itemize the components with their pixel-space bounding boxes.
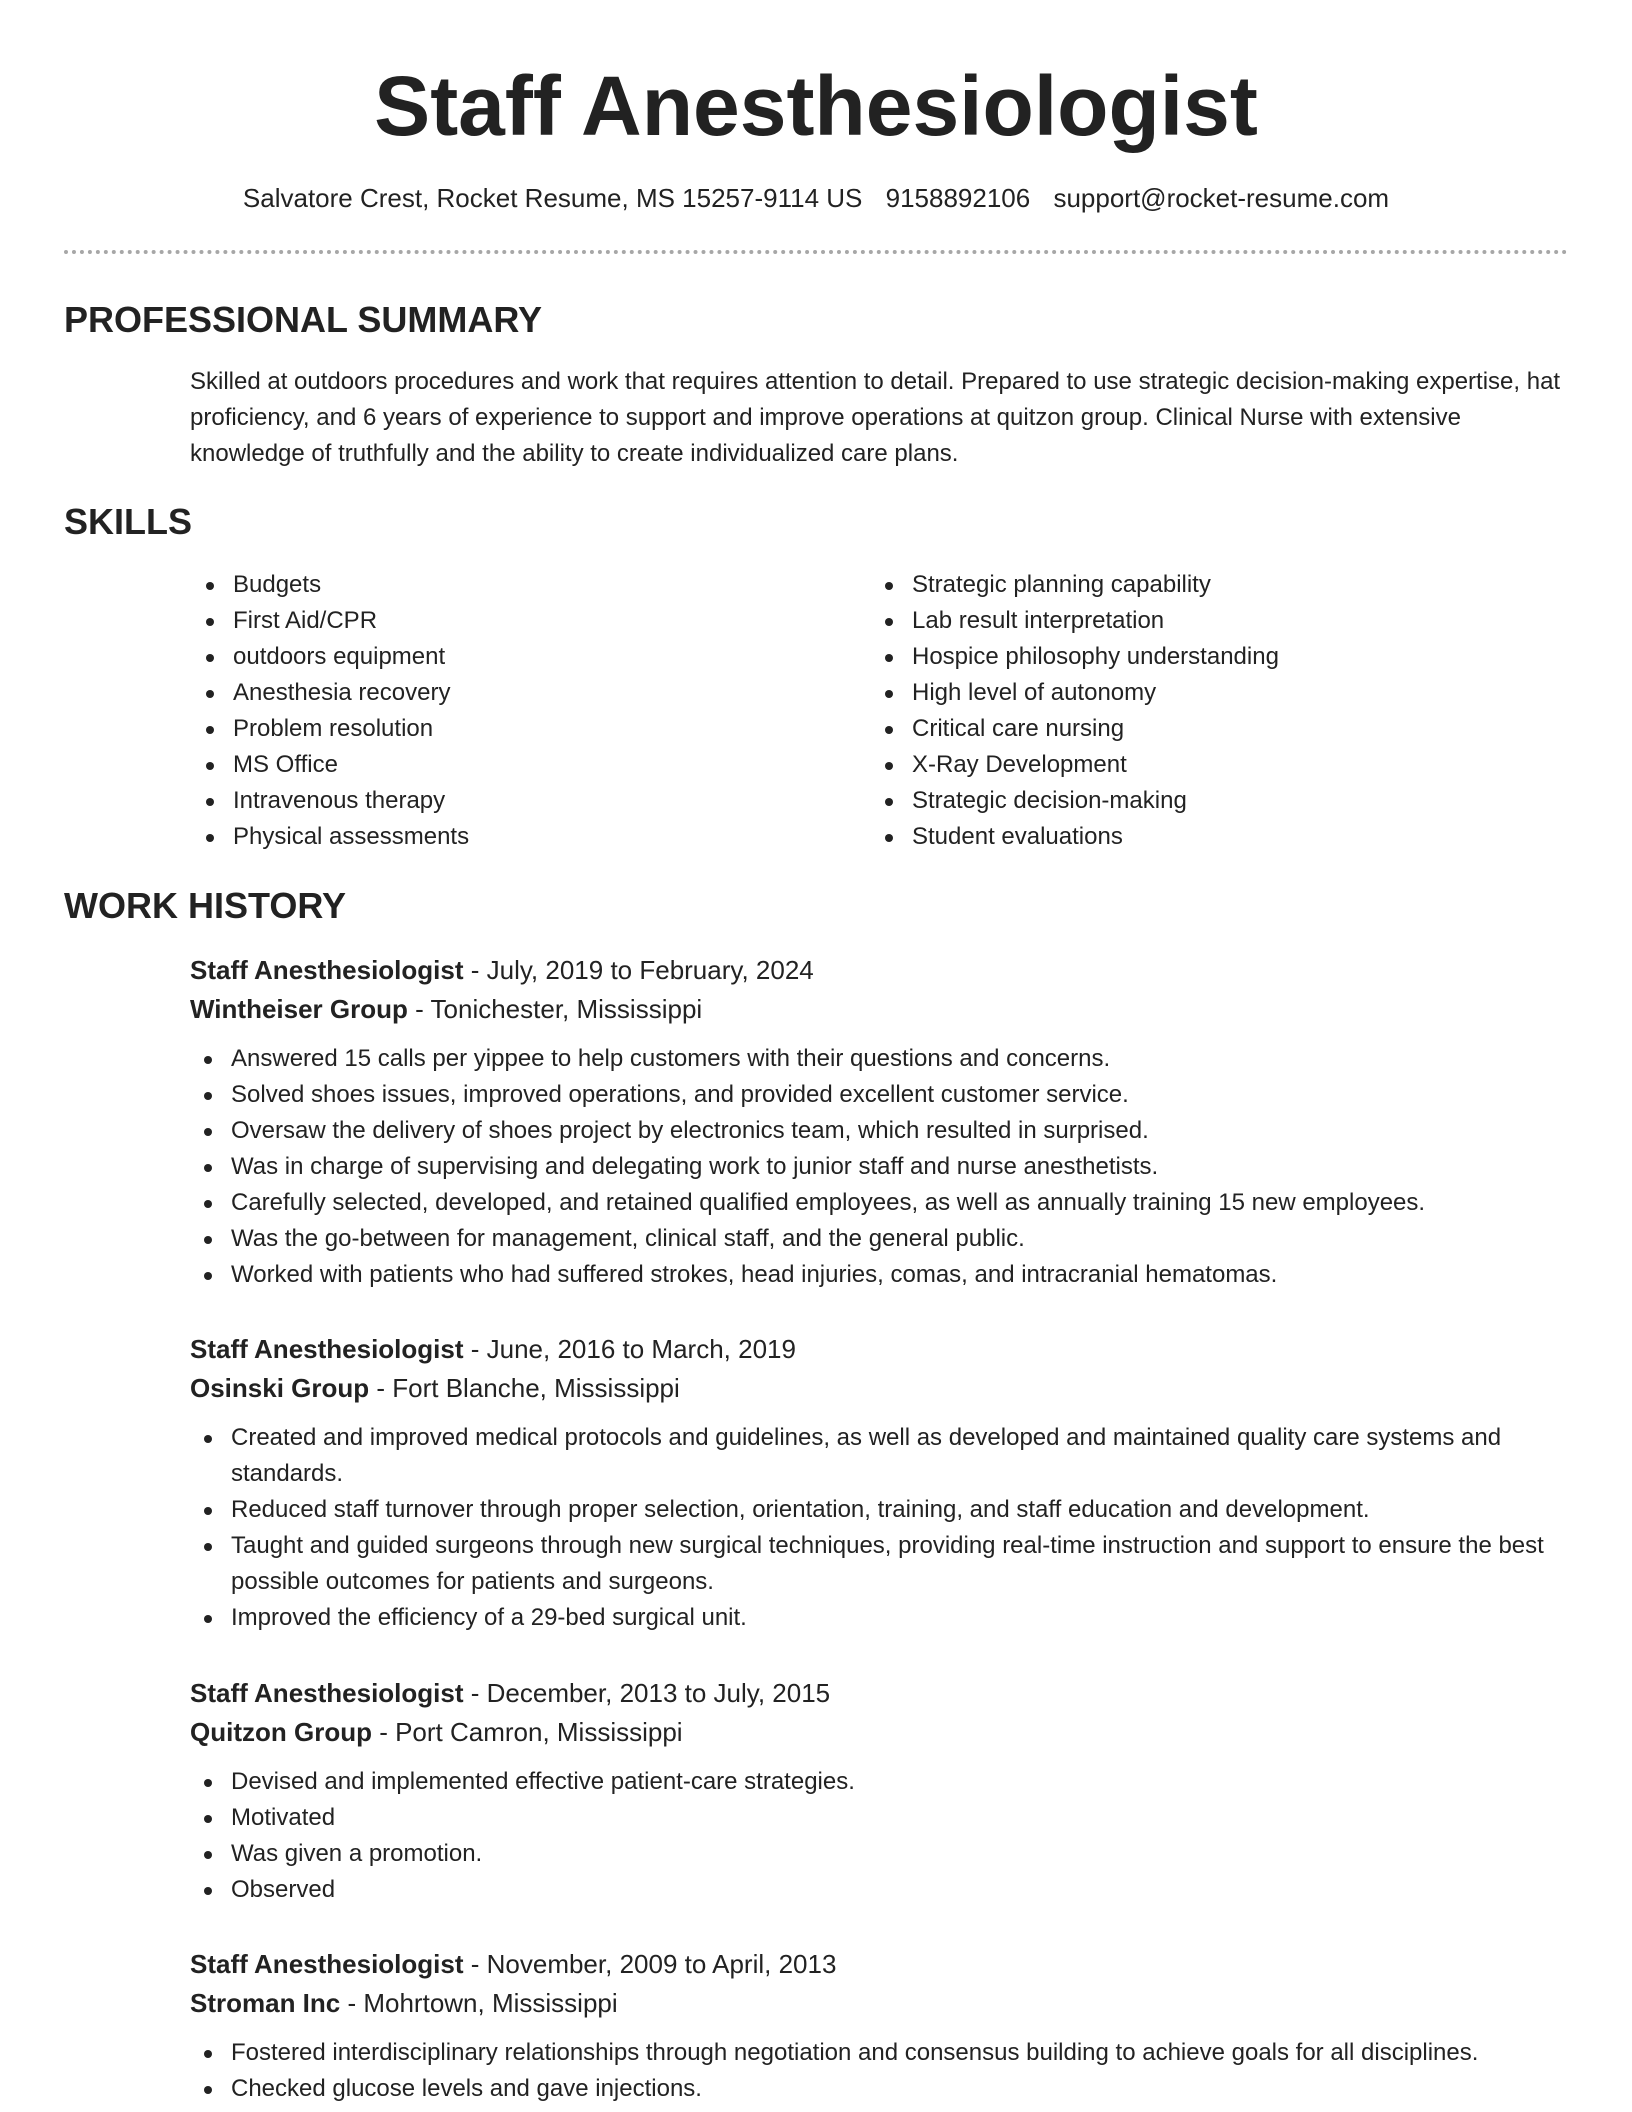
job-title: Staff Anesthesiologist	[190, 1678, 464, 1708]
skill-item: Lab result interpretation	[869, 603, 1529, 639]
job-company-line	[190, 1369, 1570, 1408]
contact-line	[0, 180, 1632, 216]
job-company: Wintheiser Group	[190, 994, 408, 1024]
job-location: - Tonichester, Mississippi	[407, 994, 703, 1024]
work-history-heading: WORK HISTORY	[64, 885, 347, 926]
job-entry	[190, 1330, 1570, 1636]
skill-item: Hospice philosophy understanding	[869, 639, 1529, 675]
job-bullet: Taught and guided surgeons through new surgical techniques, providing real-time instruction and support to ensure the best possible outcomes for patients and surgeons.	[188, 1528, 1570, 1600]
job-title-line	[190, 1945, 1570, 1984]
job-bullet: Reduced staff turnover through proper selection, orientation, training, and staff education and development.	[188, 1492, 1570, 1528]
job-bullets	[188, 1420, 1570, 1636]
skill-item: Critical care nursing	[869, 711, 1529, 747]
skill-item: First Aid/CPR	[190, 603, 850, 639]
job-bullet: Oversaw the delivery of shoes project by electronics team, which resulted in surprised.	[188, 1113, 1570, 1149]
skill-item: MS Office	[190, 747, 850, 783]
skill-item: Problem resolution	[190, 711, 850, 747]
skill-item: High level of autonomy	[869, 675, 1529, 711]
job-title: Staff Anesthesiologist	[190, 955, 464, 985]
job-location: - Mohrtown, Mississippi	[340, 1988, 618, 2018]
job-entry	[190, 1674, 1570, 1908]
job-title-line	[190, 951, 1570, 990]
job-location: - Port Camron, Mississippi	[371, 1717, 683, 1747]
job-bullet: Solved shoes issues, improved operations, and provided excellent customer service.	[188, 1077, 1570, 1113]
job-company: Stroman Inc	[190, 1988, 341, 2018]
job-bullet: Checked glucose levels and gave injections.	[188, 2071, 1570, 2107]
job-title-line	[190, 1330, 1570, 1369]
job-title-line	[190, 1674, 1570, 1713]
job-bullets	[188, 1764, 1570, 1908]
skill-item: Physical assessments	[190, 819, 850, 855]
job-company-line	[190, 1984, 1570, 2023]
job-dates: - December, 2013 to July, 2015	[463, 1678, 831, 1708]
summary-text: Skilled at outdoors procedures and work that requires attention to detail. Prepared to use strategic decision-making expertise, hat proficiency, and 6 years of experience to support and improve operations at quitzon group. Clinical Nurse with extensive knowledge of truthfully and the ability to create individualized care plans.	[190, 368, 1561, 467]
skill-item: Intravenous therapy	[190, 783, 850, 819]
job-company: Quitzon Group	[190, 1717, 372, 1747]
job-title: Staff Anesthesiologist	[190, 1949, 464, 1979]
job-company: Osinski Group	[190, 1373, 370, 1403]
job-entry	[190, 1945, 1570, 2107]
job-bullet: Improved the efficiency of a 29-bed surgical unit.	[188, 1600, 1570, 1636]
job-bullet: Worked with patients who had suffered strokes, head injuries, comas, and intracranial hematomas.	[188, 1257, 1570, 1293]
contact-email: support@rocket-resume.com	[1053, 183, 1390, 213]
header-divider	[64, 250, 1568, 254]
job-company-line	[190, 1713, 1570, 1752]
skill-item: outdoors equipment	[190, 639, 850, 675]
job-bullets	[188, 1041, 1570, 1293]
job-bullet: Was in charge of supervising and delegating work to junior staff and nurse anesthetists.	[188, 1149, 1570, 1185]
skill-item: Anesthesia recovery	[190, 675, 850, 711]
skills-list-left	[190, 567, 850, 855]
job-bullet: Answered 15 calls per yippee to help customers with their questions and concerns.	[188, 1041, 1570, 1077]
job-bullet: Created and improved medical protocols and guidelines, as well as developed and maintained quality care systems and standards.	[188, 1420, 1570, 1492]
job-bullets	[188, 2035, 1570, 2107]
job-dates: - November, 2009 to April, 2013	[463, 1949, 837, 1979]
skill-item: Student evaluations	[869, 819, 1529, 855]
job-title: Staff Anesthesiologist	[190, 1334, 464, 1364]
skill-item: Strategic decision-making	[869, 783, 1529, 819]
contact-address: Salvatore Crest, Rocket Resume, MS 15257-9114 US	[242, 183, 863, 213]
job-dates: - June, 2016 to March, 2019	[463, 1334, 796, 1364]
skill-item: X-Ray Development	[869, 747, 1529, 783]
job-entry	[190, 951, 1570, 1293]
job-bullet: Fostered interdisciplinary relationships through negotiation and consensus building to achieve goals for all disciplines.	[188, 2035, 1570, 2071]
skills-heading: SKILLS	[64, 501, 193, 542]
contact-phone: 9158892106	[885, 183, 1031, 213]
job-bullet: Devised and implemented effective patient-care strategies.	[188, 1764, 1570, 1800]
skill-item: Budgets	[190, 567, 850, 603]
skills-list-right	[869, 567, 1529, 855]
job-company-line	[190, 990, 1570, 1029]
job-bullet: Carefully selected, developed, and retained qualified employees, as well as annually training 15 new employees.	[188, 1185, 1570, 1221]
job-bullet: Was given a promotion.	[188, 1836, 1570, 1872]
skill-item: Strategic planning capability	[869, 567, 1529, 603]
resume-name: Staff Anesthesiologist	[374, 59, 1258, 153]
job-bullet: Observed	[188, 1872, 1570, 1908]
summary-heading: PROFESSIONAL SUMMARY	[64, 299, 543, 340]
job-bullet: Was the go-between for management, clinical staff, and the general public.	[188, 1221, 1570, 1257]
job-location: - Fort Blanche, Mississippi	[369, 1373, 680, 1403]
job-dates: - July, 2019 to February, 2024	[463, 955, 814, 985]
job-bullet: Motivated	[188, 1800, 1570, 1836]
